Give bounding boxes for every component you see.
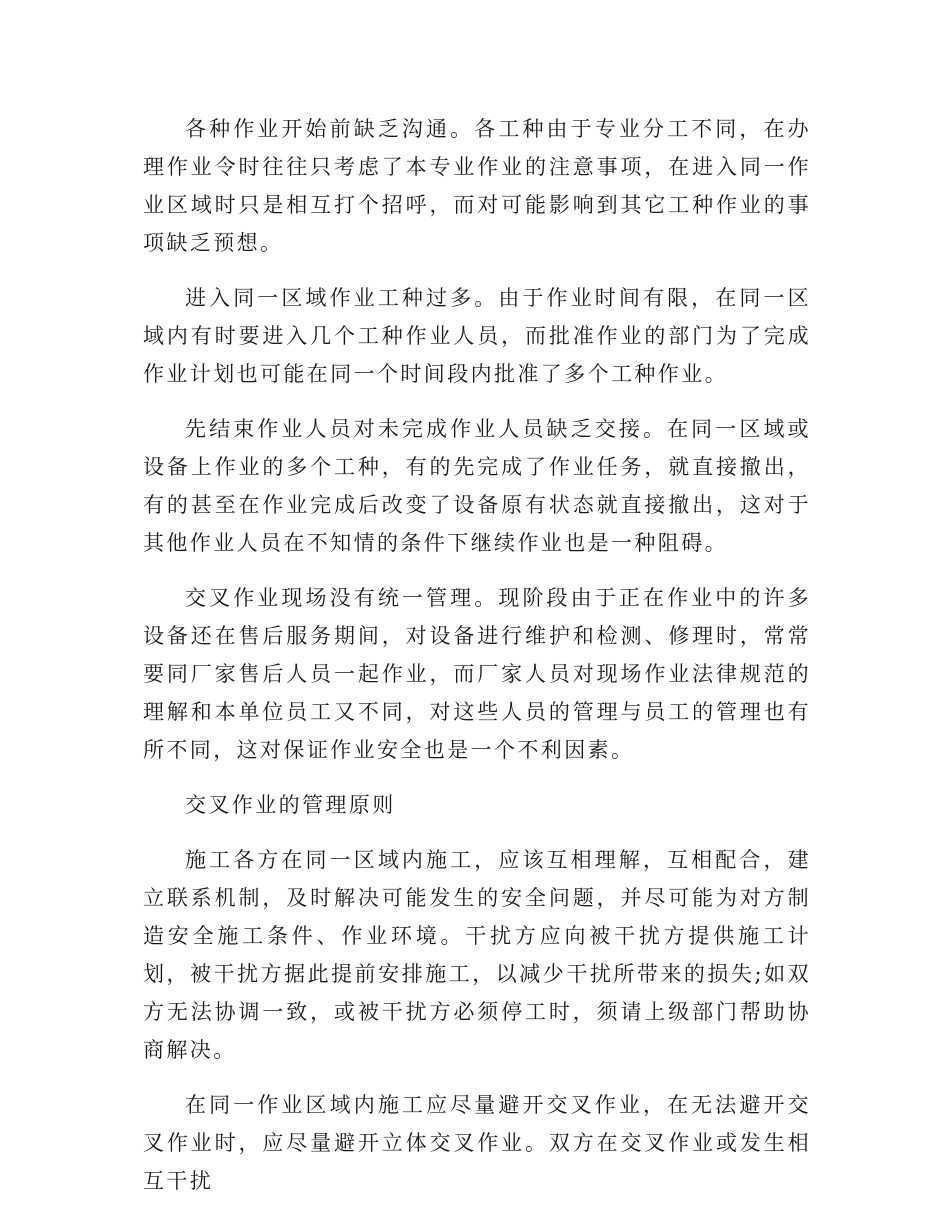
paragraph-site-management: 交叉作业现场没有统一管理。现阶段由于正在作业中的许多设备还在售后服务期间，对设备进行维护和检测、修理时，常常要同厂家售后人员一起作业，而厂家人员对现场作业法律规范的理解和本单位员工又不同，对这些人员的管理与员工的管理也有所不同，这对保证作业安全也是一个不利因素。 [143, 586, 811, 762]
section-heading-principles: 交叉作业的管理原则 [185, 793, 396, 817]
paragraph-avoid-cross-work: 在同一作业区域内施工应尽量避开交叉作业，在无法避开交叉作业时，应尽量避开立体交叉作业。双方在交叉作业或发生相互干扰 [143, 1093, 811, 1193]
document-body [143, 110, 811, 1217]
paragraph-cooperation: 施工各方在同一区域内施工，应该互相理解，互相配合，建立联系机制，及时解决可能发生的安全问题，并尽可能为对方制造安全施工条件、作业环境。干扰方应向被干扰方提供施工计划，被干扰方据此提前安排施工，以减少干扰所带来的损失;如双方无法协调一致，或被干扰方必须停工时，须请上级部门帮助协商解决。 [143, 848, 811, 1062]
paragraph-handover: 先结束作业人员对未完成作业人员缺乏交接。在同一区域或设备上作业的多个工种，有的先完成了作业任务，就直接撤出，有的甚至在作业完成后改变了设备原有状态就直接撤出，这对于其他作业人员在不知情的条件下继续作业也是一种阻碍。 [143, 417, 811, 555]
paragraph-communication: 各种作业开始前缺乏沟通。各工种由于专业分工不同，在办理作业令时往往只考虑了本专业作业的注意事项，在进入同一作业区域时只是相互打个招呼，而对可能影响到其它工种作业的事项缺乏预想。 [143, 117, 811, 255]
paragraph-too-many-trades: 进入同一区域作业工种过多。由于作业时间有限，在同一区域内有时要进入几个工种作业人员，而批准作业的部门为了完成作业计划也可能在同一个时间段内批准了多个工种作业。 [143, 286, 811, 386]
